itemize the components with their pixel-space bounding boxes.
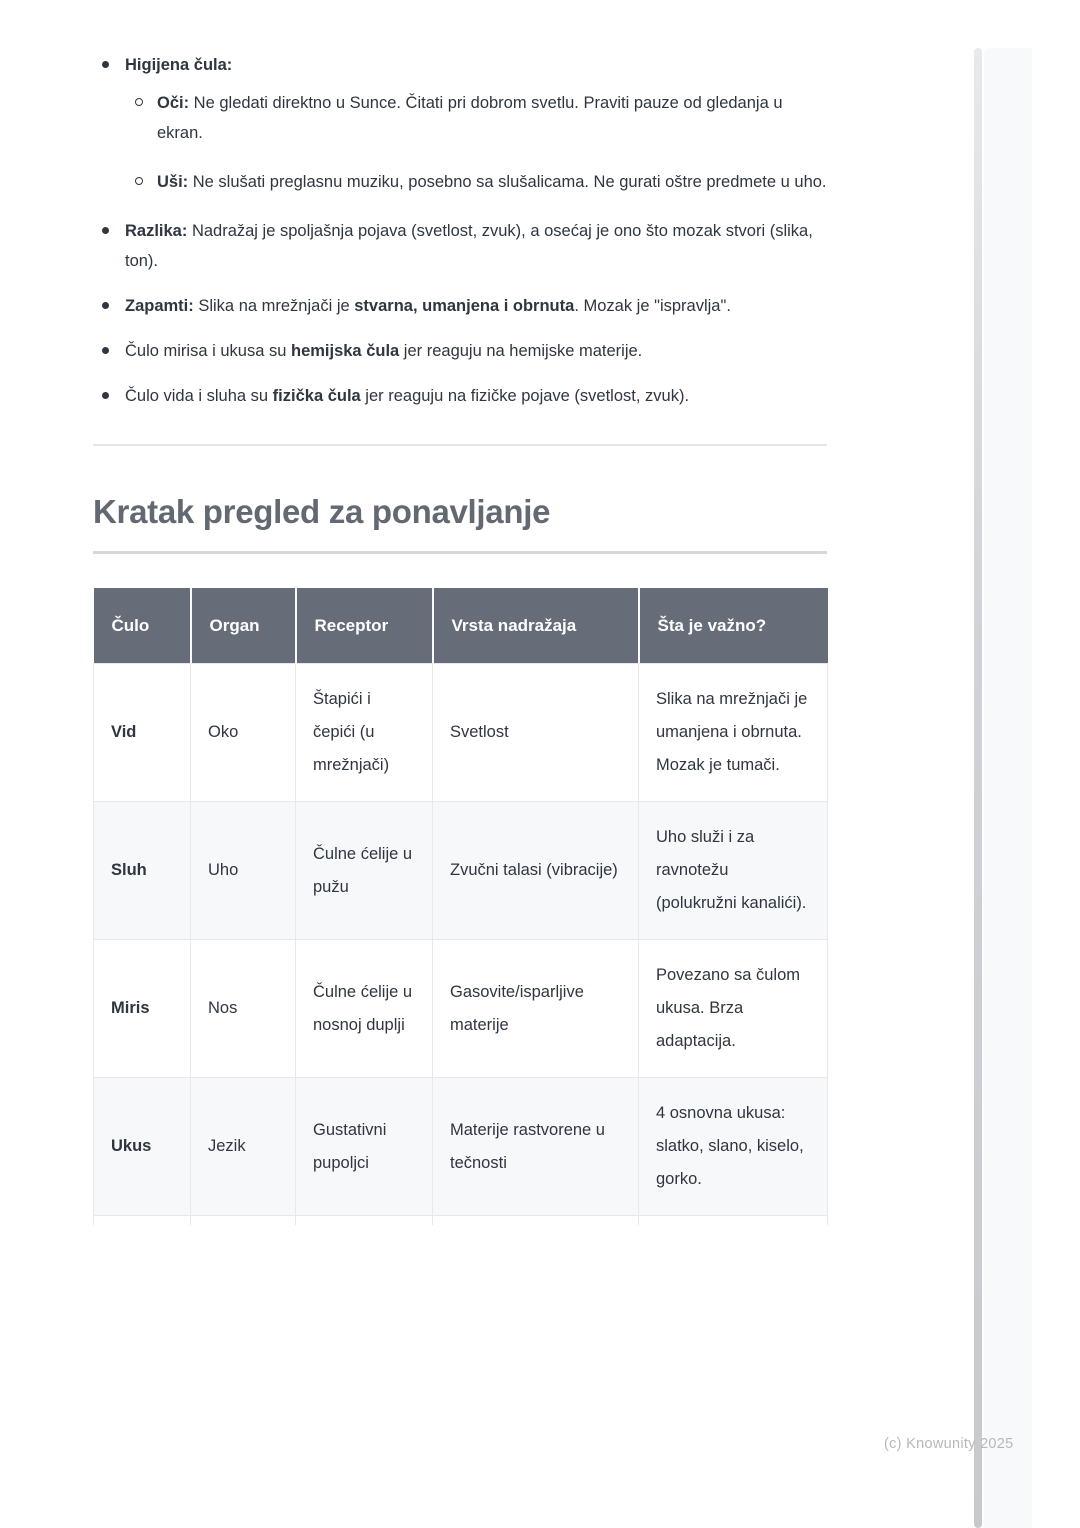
text-segment: Nadražaj je spoljašnja pojava (svetlost, zvuk), a osećaj je ono što mozak stvori (slika, ton). (125, 222, 813, 270)
bullet-item (93, 50, 827, 80)
bullet-text (157, 88, 827, 148)
table-cell (639, 1216, 828, 1226)
table-row (94, 940, 828, 1078)
table-cell: Štapići i čepići (u mrežnjači) (296, 664, 433, 802)
table-cell: Uho služi i za ravnotežu (polukružni kanalići). (639, 802, 828, 940)
table-cell: Čulne ćelije u nosnoj duplji (296, 940, 433, 1078)
bullet-text (125, 50, 232, 80)
table-row-cutoff (94, 1216, 828, 1226)
text-segment: Oči: (157, 94, 190, 112)
bullet-item (93, 336, 827, 366)
table-cell: Gasovite/isparljive materije (433, 940, 639, 1078)
bullet-dot-icon (102, 392, 109, 399)
text-segment: Čulo vida i sluha su (125, 387, 273, 405)
table-header-row (94, 588, 828, 664)
table-header-cell: Receptor (296, 588, 433, 664)
text-segment: Uši: (157, 173, 189, 191)
table-cell: Miris (94, 940, 191, 1078)
table-header-cell: Šta je važno? (639, 588, 828, 664)
bullet-text (125, 291, 731, 321)
bullet-dot-icon (102, 61, 109, 68)
text-segment: Ne slušati preglasnu muziku, posebno sa slušalicama. Ne gurati oštre predmete u uho. (188, 173, 827, 191)
text-segment: stvarna, umanjena i obrnuta (354, 297, 575, 315)
table-cell: Čulne ćelije u pužu (296, 802, 433, 940)
table-header-cell: Vrsta nadražaja (433, 588, 639, 664)
table-row (94, 802, 828, 940)
table-body (94, 664, 828, 1226)
viewer-side-panel (984, 48, 1032, 1528)
text-segment: jer reaguju na fizičke pojave (svetlost, zvuk). (360, 387, 690, 405)
text-segment: jer reaguju na hemijske materije. (399, 342, 643, 360)
text-segment: . Mozak je "ispravlja". (574, 297, 731, 315)
text-segment: fizička čula (272, 387, 361, 405)
table-cell (433, 1216, 639, 1226)
text-segment: Čulo mirisa i ukusa su (125, 342, 291, 360)
bullet-text (125, 216, 827, 276)
section-divider-bottom (93, 551, 827, 554)
table-cell: Vid (94, 664, 191, 802)
table-cell (191, 1216, 296, 1226)
scrollbar[interactable] (974, 48, 982, 1528)
table-cell: Gustativni pupoljci (296, 1078, 433, 1216)
bullet-item (93, 88, 827, 148)
bullet-text (125, 381, 689, 411)
notes-list (93, 0, 827, 411)
text-segment: hemijska čula (290, 342, 400, 360)
table-cell: Materije rastvorene u tečnosti (433, 1078, 639, 1216)
table-cell: Ukus (94, 1078, 191, 1216)
section-heading: Kratak pregled za ponavljanje (93, 493, 551, 530)
text-segment: Ne gledati direktno u Sunce. Čitati pri dobrom svetlu. Praviti pauze od gledanja u ekran. (157, 94, 783, 142)
bullet-dot-icon (102, 302, 109, 309)
bullet-dot-icon (102, 227, 109, 234)
text-segment: Razlika: (125, 222, 188, 240)
table-cell: Sluh (94, 802, 191, 940)
text-segment: Higijena čula: (125, 56, 233, 74)
bullet-text (125, 336, 642, 366)
bullet-item (93, 381, 827, 411)
table-cell (296, 1216, 433, 1226)
table-cell: Uho (191, 802, 296, 940)
document-content (93, 0, 827, 1225)
table-header-cell: Organ (191, 588, 296, 664)
table-header-cell: Čulo (94, 588, 191, 664)
table-cell (94, 1216, 191, 1226)
bullet-item (93, 291, 827, 321)
bullet-circle-icon (135, 177, 143, 185)
section-divider-top (93, 444, 827, 446)
table-cell: Svetlost (433, 664, 639, 802)
table-cell: Nos (191, 940, 296, 1078)
bullet-dot-icon (102, 347, 109, 354)
table-header (94, 588, 828, 664)
table-cell: Slika na mrežnjači je umanjena i obrnuta. Mozak je tumači. (639, 664, 828, 802)
table-cell: Zvučni talasi (vibracije) (433, 802, 639, 940)
senses-table (93, 588, 828, 1225)
table-row (94, 1078, 828, 1216)
bullet-circle-icon (135, 98, 143, 106)
watermark: (c) Knowunity 2025 (884, 1436, 1014, 1452)
table-cell: Jezik (191, 1078, 296, 1216)
bullet-text (157, 167, 827, 197)
table-cell: Povezano sa čulom ukusa. Brza adaptacija. (639, 940, 828, 1078)
table-cell: 4 osnovna ukusa: slatko, slano, kiselo, gorko. (639, 1078, 828, 1216)
text-segment: Zapamti: (125, 297, 194, 315)
table-row (94, 664, 828, 802)
bullet-item (93, 216, 827, 276)
table-cell: Oko (191, 664, 296, 802)
bullet-item (93, 167, 827, 197)
text-segment: Slika na mrežnjači je (193, 297, 355, 315)
